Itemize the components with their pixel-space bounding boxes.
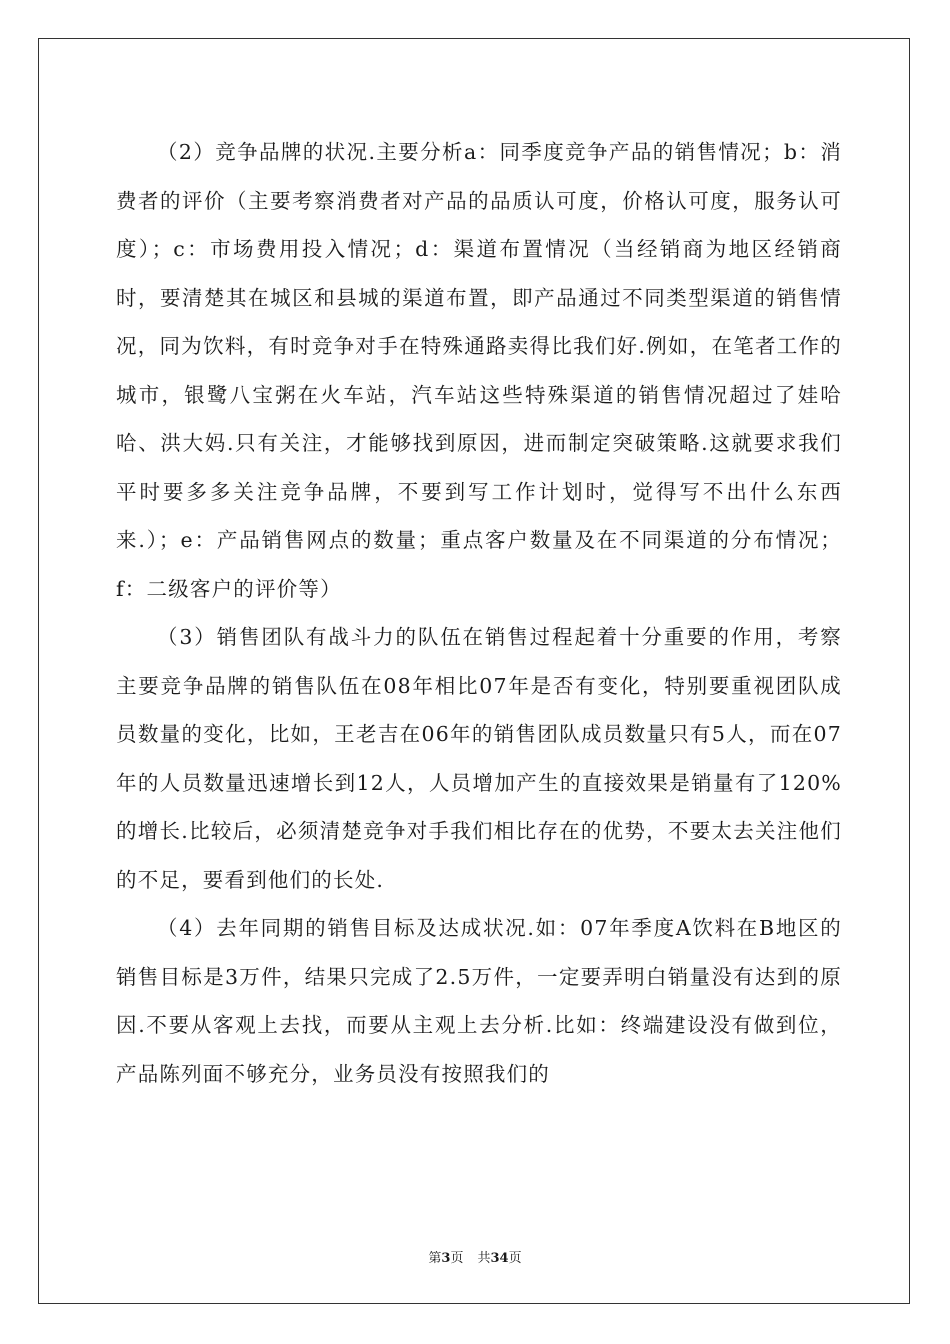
paragraph-sales-team: （3）销售团队有战斗力的队伍在销售过程起着十分重要的作用，考察主要竞争品牌的销售队伍在08年相比07年是否有变化，特别要重视团队成员数量的变化，比如，王老吉在06年的销售团队成员数量只有5人，而在07年的人员数量迅速增长到12人，人员增加产生的直接效果是销量有了120%的增长.比较后，必须清楚竞争对手我们相比存在的优势，不要太去关注他们的不足，要看到他们的长处. xyxy=(116,625,842,892)
paragraph-competitor-status: （2）竞争品牌的状况.主要分析a：同季度竞争产品的销售情况；b：消费者的评价（主要考察消费者对产品的品质认可度，价格认可度，服务认可度）；c：市场费用投入情况；d：渠道布置情况（当经销商为地区经销商时，要清楚其在城区和县城的渠道布置，即产品通过不同类型渠道的销售情况，同为饮料，有时竞争对手在特殊通路卖得比我们好.例如，在笔者工作的城市，银鹭八宝粥在火车站，汽车站这些特殊渠道的销售情况超过了娃哈哈、洪大妈.只有关注，才能够找到原因，进而制定突破策略.这就要求我们平时要多多关注竞争品牌，不要到写工作计划时，觉得写不出什么东西来.）；e：产品销售网点的数量；重点客户数量及在不同渠道的分布情况；f：二级客户的评价等） xyxy=(116,140,842,601)
total-prefix: 共 xyxy=(477,1251,491,1266)
page-suffix: 页 xyxy=(450,1251,464,1266)
total-page-number: 34 xyxy=(490,1251,509,1266)
current-page-number: 3 xyxy=(441,1251,451,1266)
page-footer xyxy=(0,1247,950,1266)
total-suffix: 页 xyxy=(508,1251,522,1266)
paragraph-last-year-target: （4）去年同期的销售目标及达成状况.如：07年季度A饮料在B地区的销售目标是3万件，结果只完成了2.5万件，一定要弄明白销量没有达到的原因.不要从客观上去找，而要从主观上去分析.比如：终端建设没有做到位，产品陈列面不够充分，业务员没有按照我们的 xyxy=(116,916,842,1086)
page-prefix: 第 xyxy=(428,1251,442,1266)
document-body xyxy=(116,128,842,1098)
